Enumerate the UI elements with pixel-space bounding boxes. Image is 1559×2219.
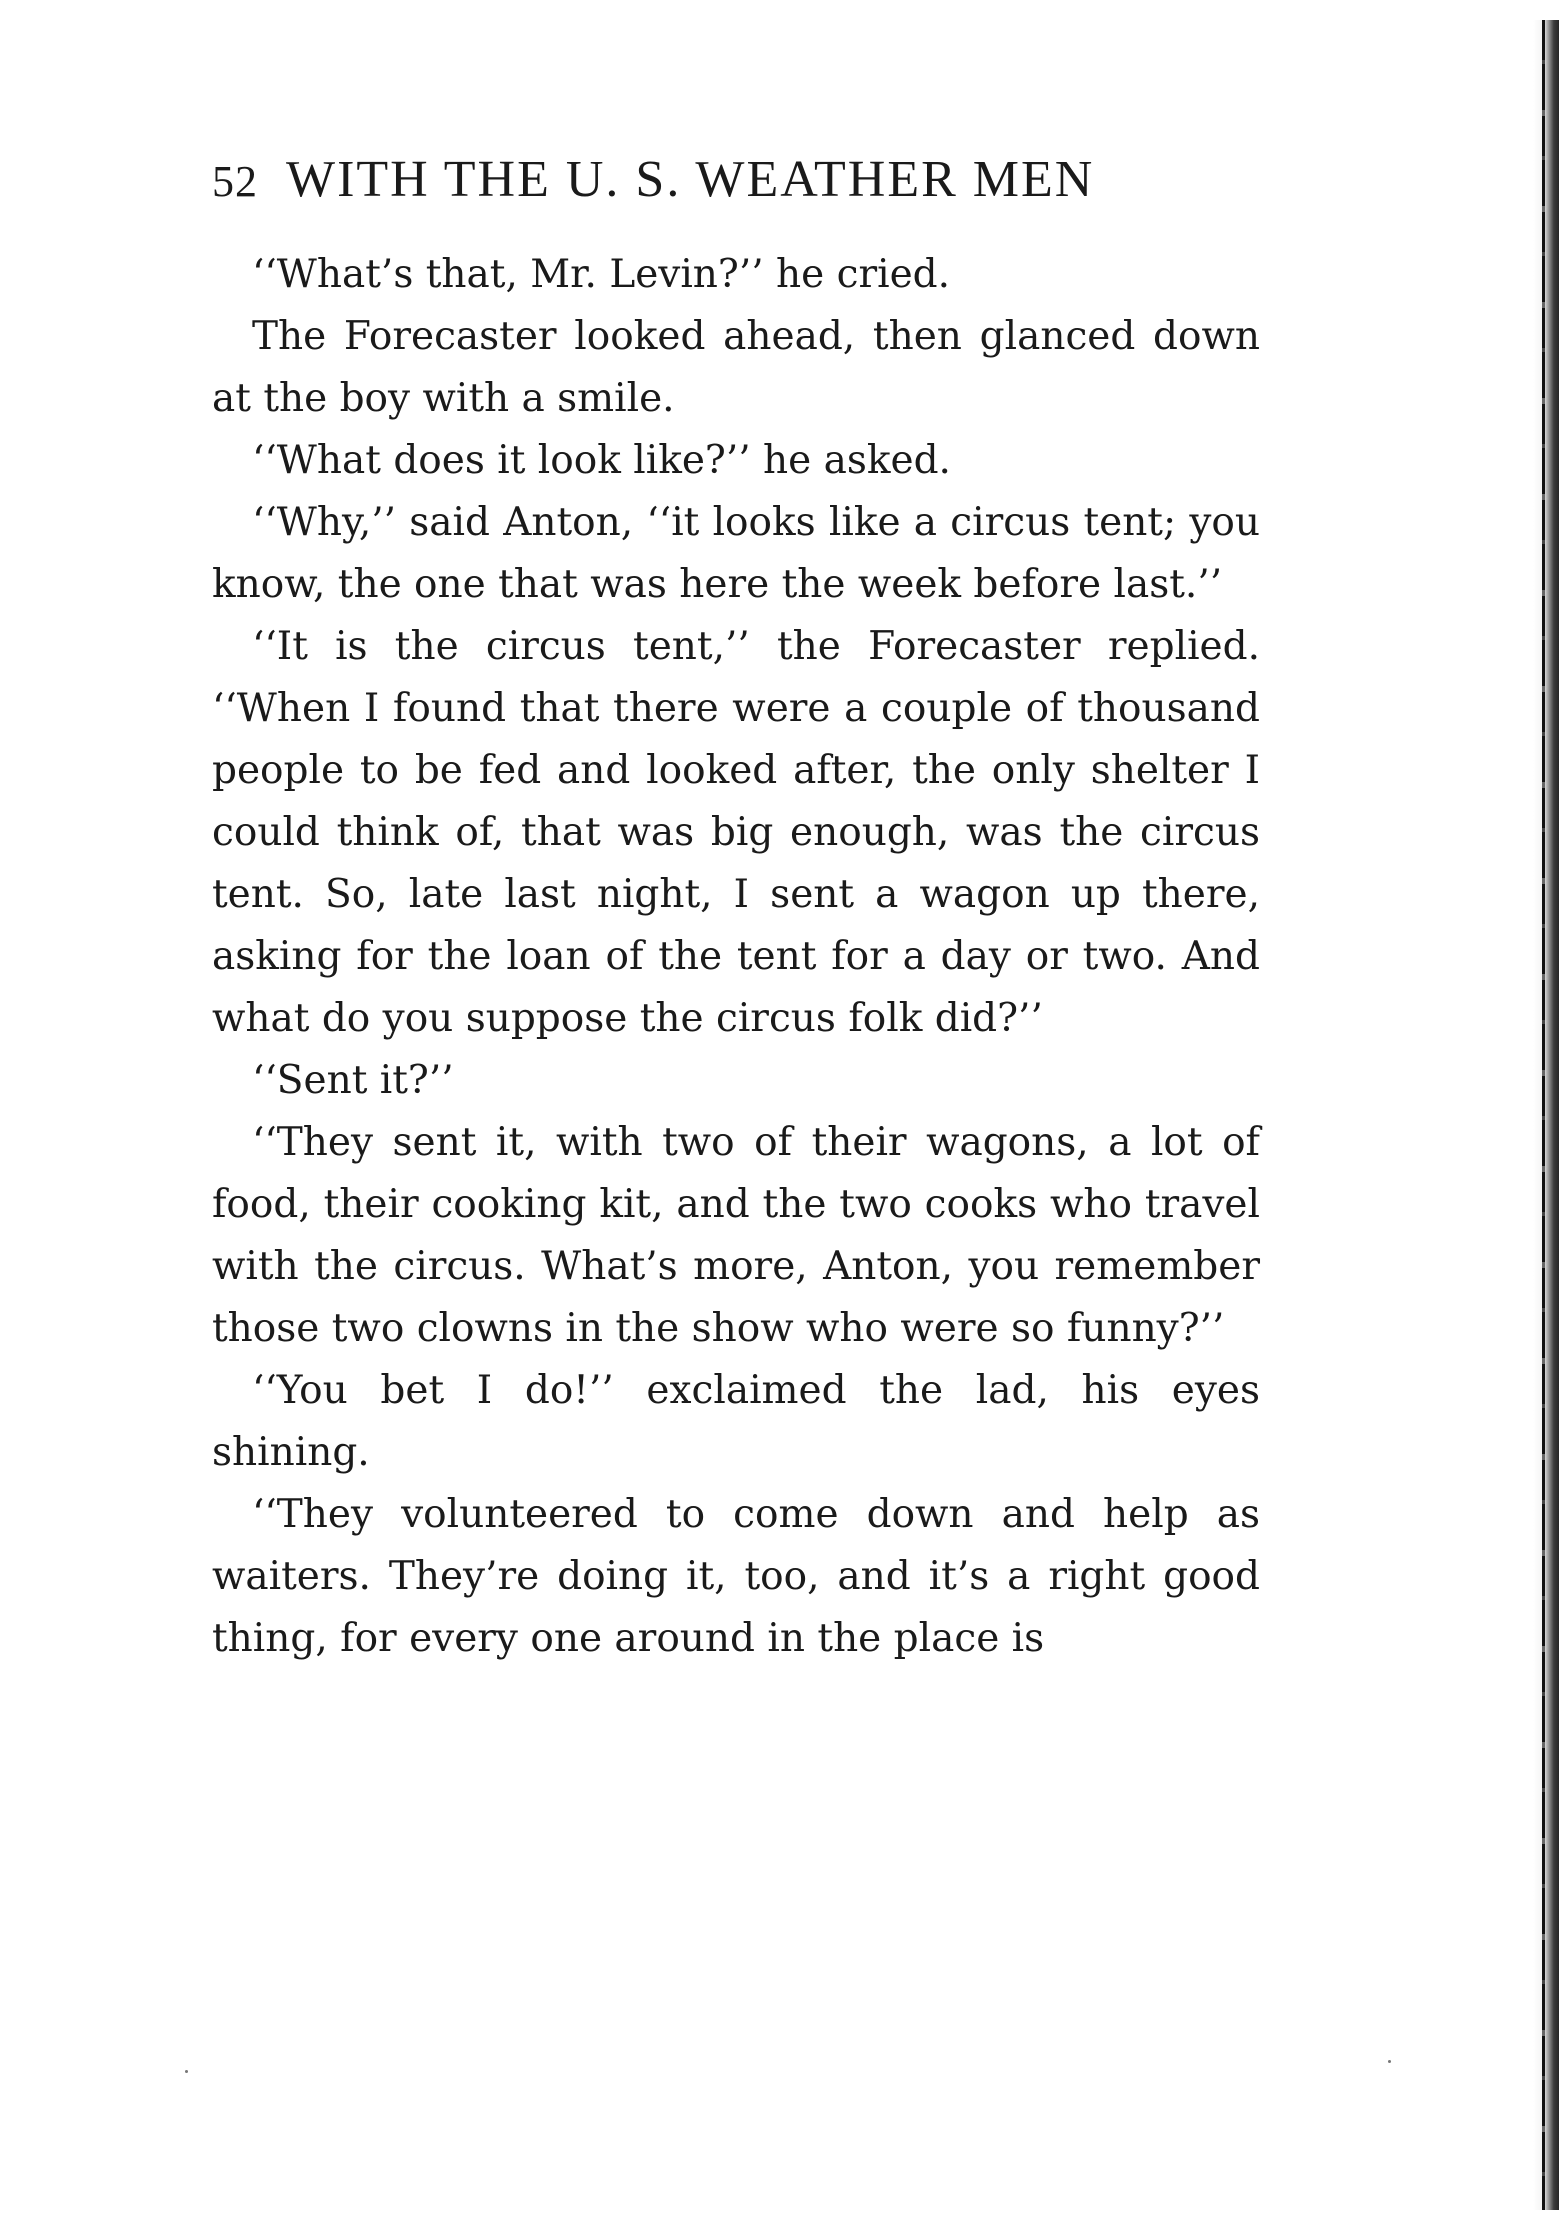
binding-edge-line bbox=[1542, 20, 1545, 2210]
paragraph: ‘‘It is the circus tent,’’ the Forecaster replied. ‘‘When I found that there were a couple of thousand people to be fed and looked after, the only shelter I could think of, that was big enough, was the circus tent. So, late last night, I sent a wagon up there, asking for the loan of the tent for a day or two. And what do you suppose the circus folk did?’’ bbox=[212, 624, 1260, 1041]
paper-speck bbox=[1388, 2060, 1391, 2063]
paragraph: ‘‘They volunteered to come down and help as waiters. They’re doing it, too, and it’s a right good thing, for every one around in the place is bbox=[212, 1492, 1260, 1661]
paragraph: ‘‘They sent it, with two of their wagons, a lot of food, their cooking kit, and the two cooks who travel with the circus. What’s more, Anton, you remember those two clowns in the show who were so funny?’’ bbox=[212, 1120, 1260, 1351]
paper-speck bbox=[185, 2070, 188, 2073]
body-text bbox=[212, 244, 1260, 1670]
page-header bbox=[212, 150, 1252, 230]
binding-edge-shadow bbox=[1533, 20, 1559, 2210]
paragraph: ‘‘What does it look like?’’ he asked. bbox=[252, 438, 951, 483]
paragraph: The Forecaster looked ahead, then glanced down at the boy with a smile. bbox=[212, 314, 1260, 421]
paragraph: ‘‘Sent it?’’ bbox=[252, 1058, 454, 1103]
paragraph: ‘‘You bet I do!’’ exclaimed the lad, his eyes shining. bbox=[212, 1368, 1260, 1475]
paragraph: ‘‘Why,’’ said Anton, ‘‘it looks like a circus tent; you know, the one that was here the week before last.’’ bbox=[212, 500, 1260, 607]
page-number: 52 bbox=[212, 157, 258, 206]
running-head: WITH THE U. S. WEATHER MEN bbox=[286, 151, 1095, 208]
paragraph: ‘‘What’s that, Mr. Levin?’’ he cried. bbox=[252, 252, 951, 297]
